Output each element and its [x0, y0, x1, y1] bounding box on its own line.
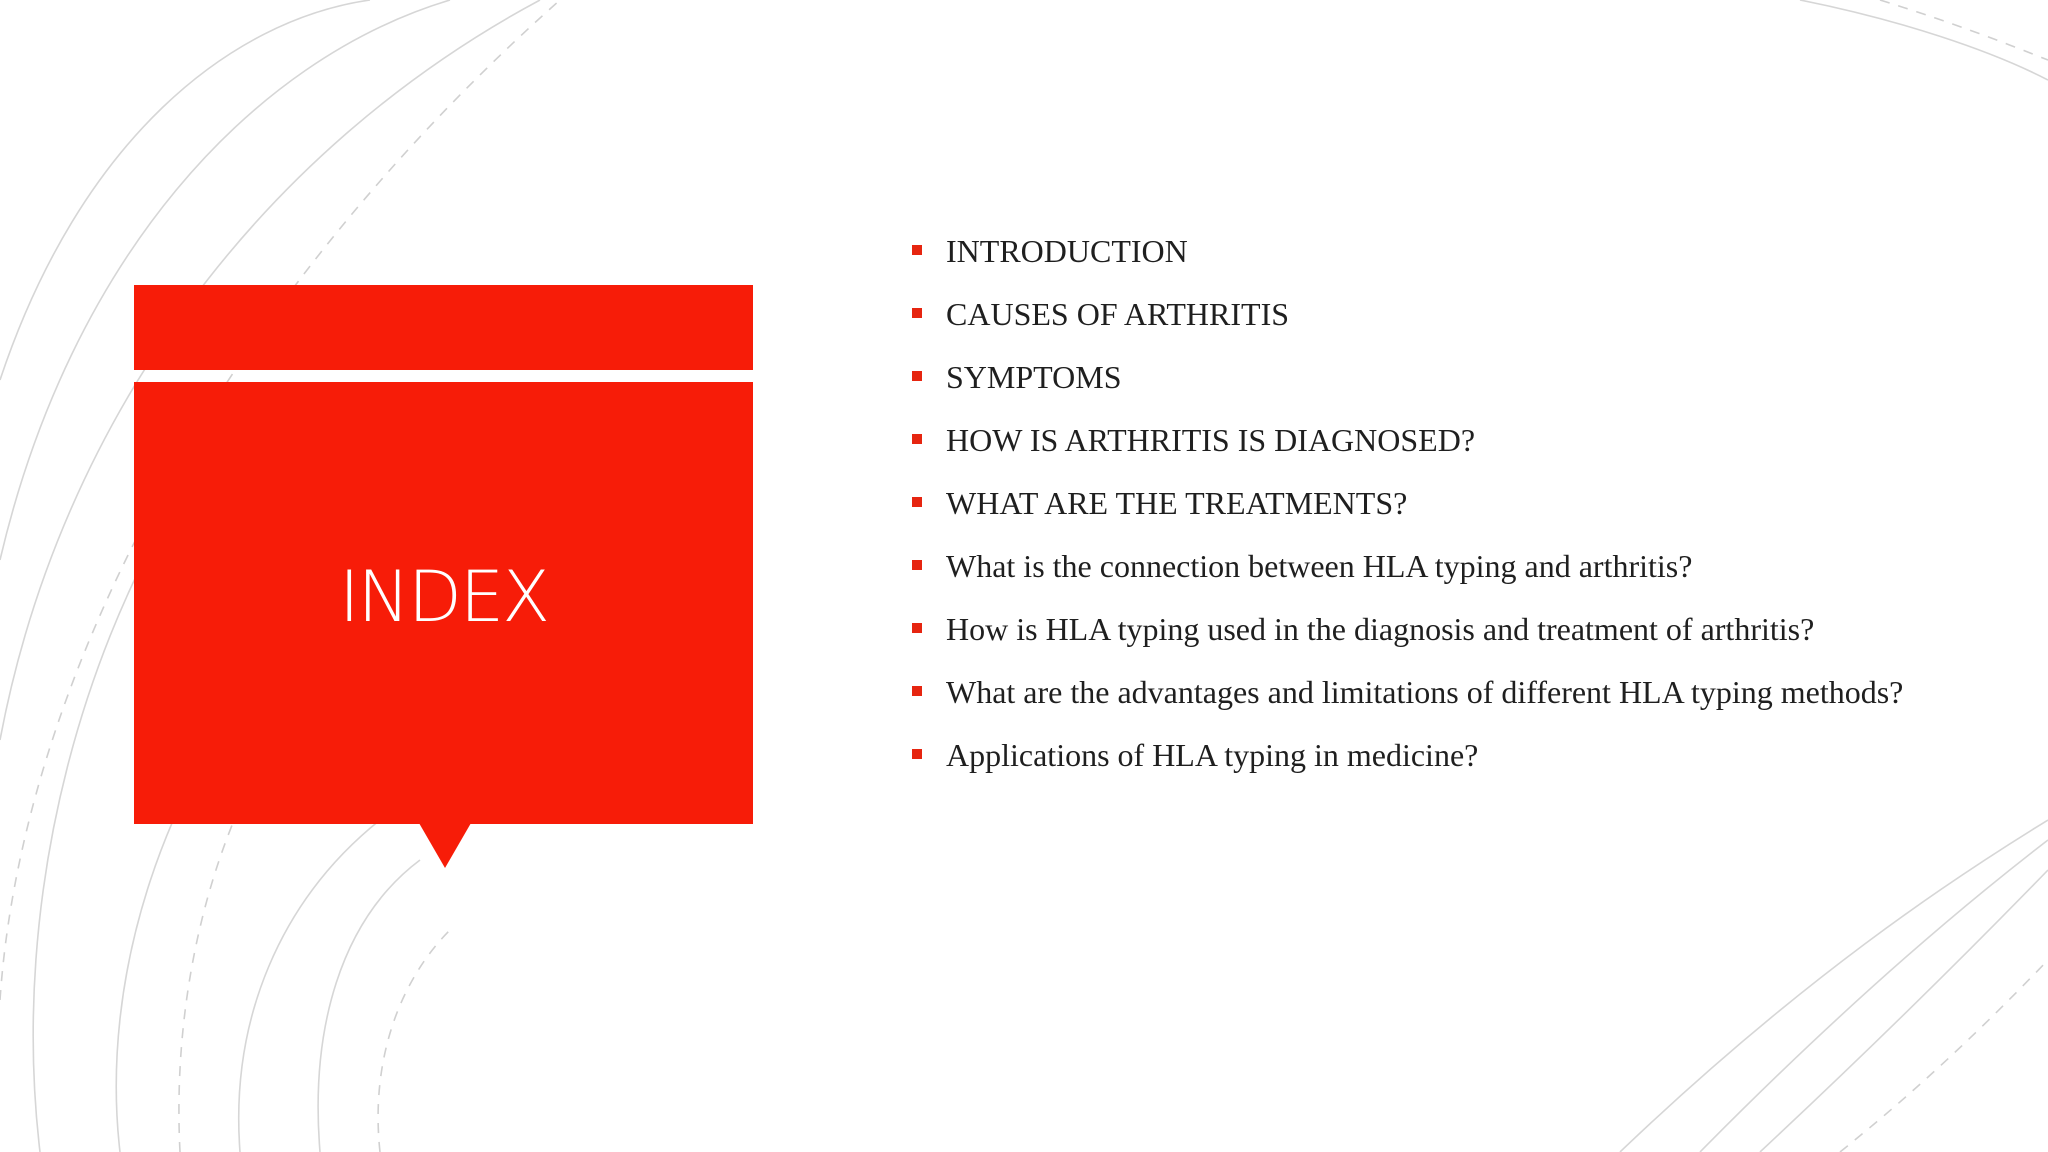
square-bullet-icon [912, 434, 922, 444]
square-bullet-icon [912, 308, 922, 318]
index-item [908, 482, 1908, 524]
index-item [908, 734, 1908, 776]
index-item-text: INTRODUCTION [946, 233, 1188, 269]
slide-title: INDEX [338, 556, 549, 638]
index-item [908, 419, 1908, 461]
square-bullet-icon [912, 497, 922, 507]
callout-pointer [419, 823, 471, 868]
title-header-bar [134, 285, 753, 370]
index-item-text: SYMPTOMS [946, 359, 1122, 395]
index-item [908, 608, 1908, 650]
index-item [908, 671, 1908, 713]
index-item-text: What is the connection between HLA typing and arthritis? [946, 548, 1693, 584]
index-item [908, 293, 1908, 335]
square-bullet-icon [912, 686, 922, 696]
index-item [908, 230, 1908, 272]
square-bullet-icon [912, 560, 922, 570]
index-item-text: HOW IS ARTHRITIS IS DIAGNOSED? [946, 422, 1476, 458]
index-item-text: WHAT ARE THE TREATMENTS? [946, 485, 1408, 521]
index-list [908, 230, 1908, 797]
index-item [908, 356, 1908, 398]
square-bullet-icon [912, 245, 922, 255]
index-item-text: Applications of HLA typing in medicine? [946, 737, 1479, 773]
index-item-text: How is HLA typing used in the diagnosis and treatment of arthritis? [946, 611, 1815, 647]
index-item-text: What are the advantages and limitations of different HLA typing methods? [946, 674, 1904, 710]
index-item [908, 545, 1908, 587]
square-bullet-icon [912, 623, 922, 633]
square-bullet-icon [912, 749, 922, 759]
square-bullet-icon [912, 371, 922, 381]
index-item-text: CAUSES OF ARTHRITIS [946, 296, 1290, 332]
